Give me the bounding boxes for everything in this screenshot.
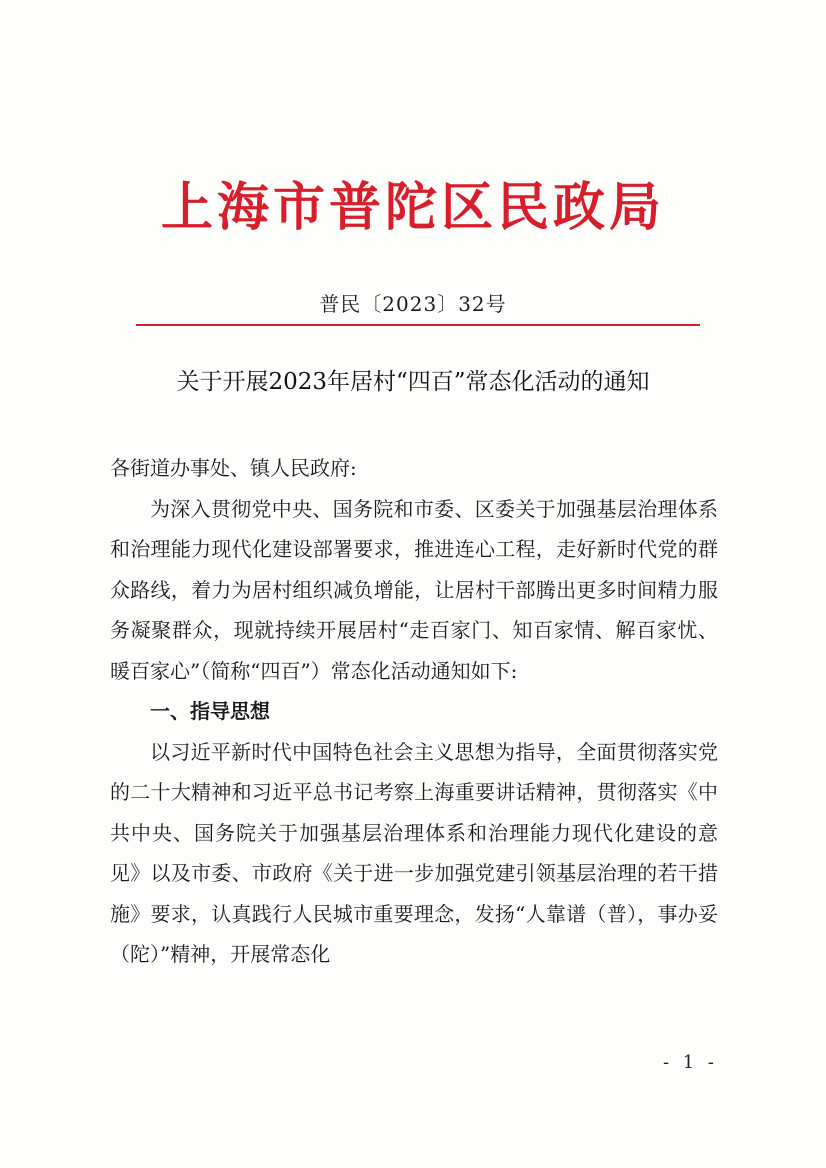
document-title: 关于开展2023年居村“四百”常态化活动的通知 xyxy=(176,369,650,395)
intro-paragraph: 为深入贯彻党中央、国务院和市委、区委关于加强基层治理体系和治理能力现代化建设部署要求，推进连心工程，走好新时代党的群众路线，着力为居村组织减负增能，让居村干部腾出更多时间精力服务凝聚群众，现就持续开展居村“走百家门、知百家情、解百家忧、暖百家心”（简称“四百”）常态化活动通知如下: xyxy=(110,496,718,683)
page-number: - 1 - xyxy=(662,1052,718,1073)
document-body xyxy=(110,448,718,975)
section-paragraph: 以习近平新时代中国特色社会主义思想为指导，全面贯彻落实党的二十大精神和习近平总书记考察上海重要讲话精神，贯彻落实《中共中央、国务院关于加强基层治理体系和治理能力现代化建设的意见》以及市委、市政府《关于进一步加强党建引领基层治理的若干措施》要求，认真践行人民城市重要理念，发扬“人靠谱（普），事办妥（陀）”精神，开展常态化 xyxy=(110,739,718,966)
red-divider-line xyxy=(136,324,700,326)
document-number: 普民〔2023〕32号 xyxy=(319,292,507,316)
issuing-authority-masthead: 上海市普陀区民政局 xyxy=(160,177,665,238)
section-heading: 一、指导思想 xyxy=(150,699,270,723)
salutation: 各街道办事处、镇人民政府: xyxy=(110,456,357,480)
